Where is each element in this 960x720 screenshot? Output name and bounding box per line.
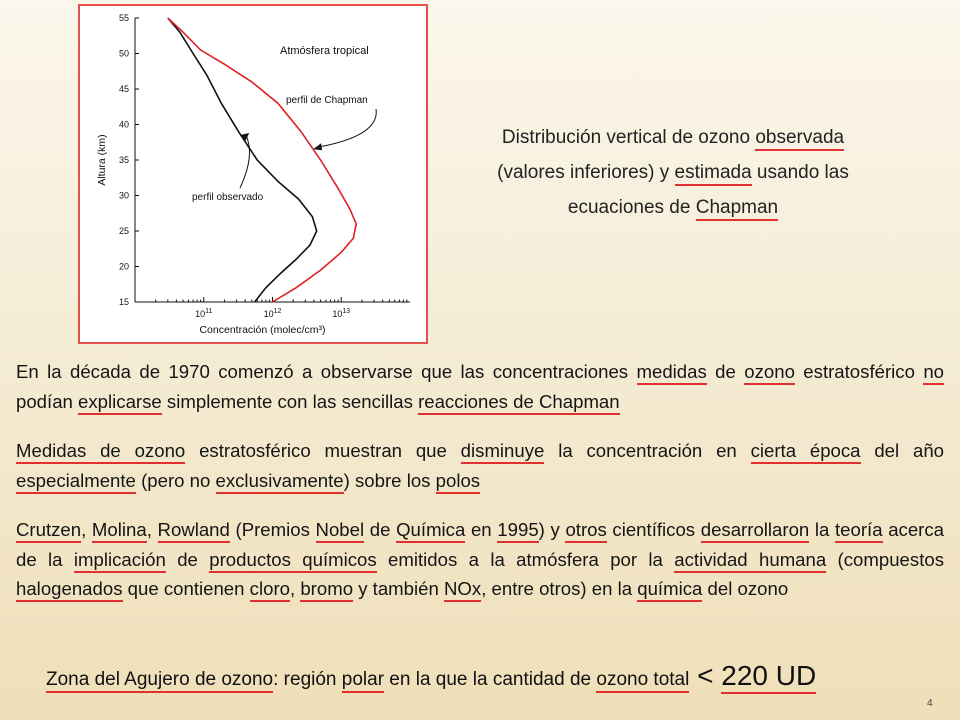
chart-title: Atmósfera tropical	[280, 45, 369, 57]
annotation-observado-label: perfil observado	[192, 192, 264, 203]
caption-line-3: ecuaciones de Chapman	[468, 190, 878, 225]
x-tick-label: $10^{11}$	[195, 308, 213, 319]
series-line-chapman	[168, 18, 356, 302]
y-tick-label: 25	[118, 226, 129, 236]
ozone-hole-definition: Zona del Agujero de ozono: región polar en la que la cantidad de ozono total < 220 UD	[46, 660, 936, 692]
y-axis-title: Altura (km)	[96, 134, 108, 186]
y-tick-label: 15	[118, 297, 129, 307]
chart-caption	[468, 120, 878, 225]
chart-axes	[96, 13, 410, 336]
page-number: 4	[927, 698, 933, 709]
paragraph-nobel-theory: Crutzen, Molina, Rowland (Premios Nobel de Química en 1995) y otros científicos desarrollaron la teoría acerca de la implicación de productos químicos emitidos a la atmósfera por la actividad humana (compuestos halogenados que contienen cloro, bromo y también NOx, entre otros) en la química del ozono	[16, 515, 944, 604]
y-tick-label: 50	[118, 48, 129, 59]
caption-line-2: (valores inferiores) y estimada usando las	[468, 155, 878, 190]
series-line-observado	[168, 18, 317, 302]
caption-line-1: Distribución vertical de ozono observada	[468, 120, 878, 155]
paragraph-ozone-measurements: Medidas de ozono estratosférico muestran que disminuye la concentración en cierta época del año especialmente (pero no exclusivamente) sobre los polos	[16, 436, 944, 495]
y-tick-label: 40	[118, 119, 129, 130]
chart-series-lines	[168, 18, 356, 302]
x-tick-label: $10^{12}$	[263, 308, 282, 319]
y-tick-label: 35	[118, 155, 129, 165]
annotation-observado-arrow	[240, 136, 249, 188]
paragraph-1970-observations: En la década de 1970 comenzó a observarse que las concentraciones medidas de ozono estratosférico no podían explicarse simplemente con las sencillas reacciones de Chapman	[16, 357, 944, 416]
ozone-profile-chart	[78, 4, 428, 344]
annotation-chapman-arrow	[317, 109, 376, 147]
y-tick-label: 55	[118, 13, 129, 23]
annotation-chapman-arrowhead	[313, 143, 322, 150]
y-tick-label: 20	[118, 261, 129, 272]
y-tick-label: 45	[118, 84, 129, 94]
annotation-chapman-label: perfil de Chapman	[286, 95, 368, 106]
chart-svg	[80, 6, 426, 342]
x-axis-title: Concentración (molec/cm³)	[199, 324, 326, 336]
y-tick-label: 30	[118, 190, 129, 201]
x-tick-label: $10^{13}$	[332, 308, 351, 319]
